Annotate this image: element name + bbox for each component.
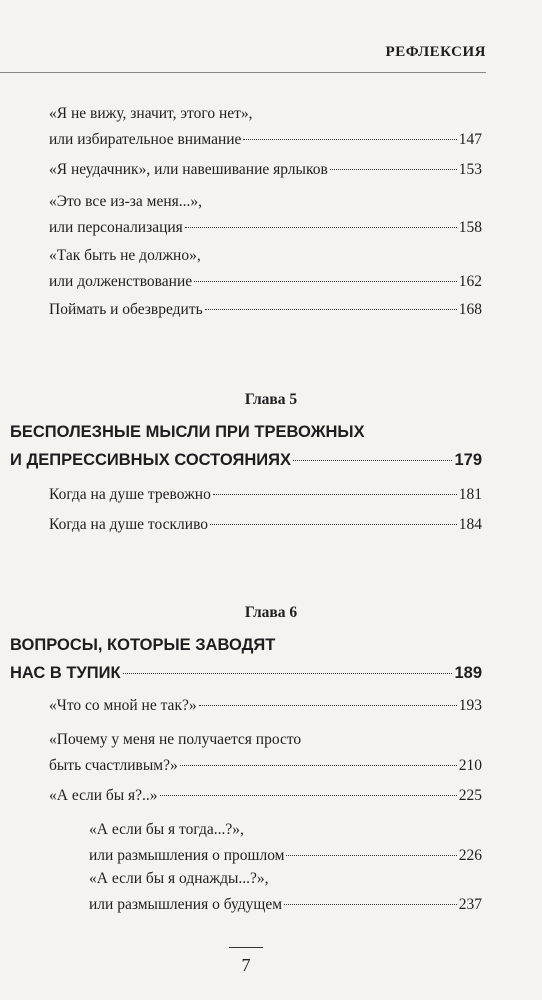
toc-entry-text: «Что со мной не так?» [49,697,197,714]
toc-entry-text: Поймать и обезвредить [49,301,203,318]
toc-entry-text: Когда на душе тревожно [49,486,211,503]
chapter-label: Глава 5 [244,391,298,408]
toc-entry-text: «А если бы я?..» [49,787,158,804]
toc-entry-text: или размышления о будущем [89,896,283,913]
running-header: РЕФЛЕКСИЯ [385,44,486,60]
toc-entry-text: или долженствование [49,273,193,290]
chapter-title [10,631,482,687]
folio-rule [229,947,263,948]
toc-entry [49,297,482,323]
page-number: 193 [458,697,482,714]
page-number: 237 [458,896,482,913]
leader-dots [210,524,457,525]
page-number: 147 [458,131,482,148]
leader-dots [180,765,457,766]
leader-dots [194,281,457,282]
toc-entry [49,482,482,508]
page-number: 226 [458,847,482,864]
toc-entry-line1: «А если бы я однажды...?», [89,870,269,887]
leader-dots [330,169,457,170]
toc-subentry [89,817,482,869]
page-number: 189 [454,664,482,682]
page-number: 153 [458,161,482,178]
leader-dots [185,227,457,228]
toc-entry-text: или избирательное внимание [49,131,242,148]
page-number: 179 [454,451,482,469]
toc-entry-line1: «А если бы я тогда...?», [89,821,244,838]
toc-entry-line1: «Это все из-за меня...», [49,193,203,210]
toc-entry [49,693,482,719]
toc-entry-line1: «Я не вижу, значит, этого нет», [49,105,253,122]
leader-dots [284,904,457,905]
toc-entry [49,157,482,183]
toc-entry [49,727,482,779]
chapter-label: Глава 6 [244,604,298,621]
leader-dots [243,139,456,140]
page-number: 210 [458,757,482,774]
page-number: 168 [458,301,482,318]
chapter-title-line1: БЕСПОЛЕЗНЫЕ МЫСЛИ ПРИ ТРЕВОЖНЫХ [10,423,365,441]
leader-dots [213,494,457,495]
toc-entry [49,783,482,809]
toc-subentry [89,866,482,918]
toc-entry [49,101,482,153]
chapter-title-line2: НАС В ТУПИК [10,664,121,682]
page-folio: 7 [241,955,251,975]
toc-entry-text: Когда на душе тоскливо [49,516,209,533]
page-number: 181 [458,486,482,503]
page-number: 158 [458,219,482,236]
chapter-title [10,418,482,474]
toc-entry [49,512,482,538]
leader-dots [123,673,453,674]
toc-entry [49,189,482,241]
header-rule [0,72,486,73]
leader-dots [293,460,453,461]
leader-dots [286,855,456,856]
toc-entry-text: или размышления о прошлом [89,847,285,864]
toc-entry-text: «Я неудачник», или навешивание ярлыков [49,161,328,178]
toc-entry-text: быть счастливым?» [49,757,178,774]
leader-dots [205,309,457,310]
page-number: 184 [458,516,482,533]
leader-dots [160,795,457,796]
leader-dots [199,705,457,706]
toc-entry [49,243,482,295]
toc-entry-line1: «Так быть не должно», [49,247,201,264]
chapter-title-line1: ВОПРОСЫ, КОТОРЫЕ ЗАВОДЯТ [10,636,276,654]
toc-entry-text: или персонализация [49,219,183,236]
page-number: 162 [458,273,482,290]
toc-entry-line1: «Почему у меня не получается просто [49,731,302,748]
page-number: 225 [458,787,482,804]
chapter-title-line2: И ДЕПРЕССИВНЫХ СОСТОЯНИЯХ [10,451,291,469]
